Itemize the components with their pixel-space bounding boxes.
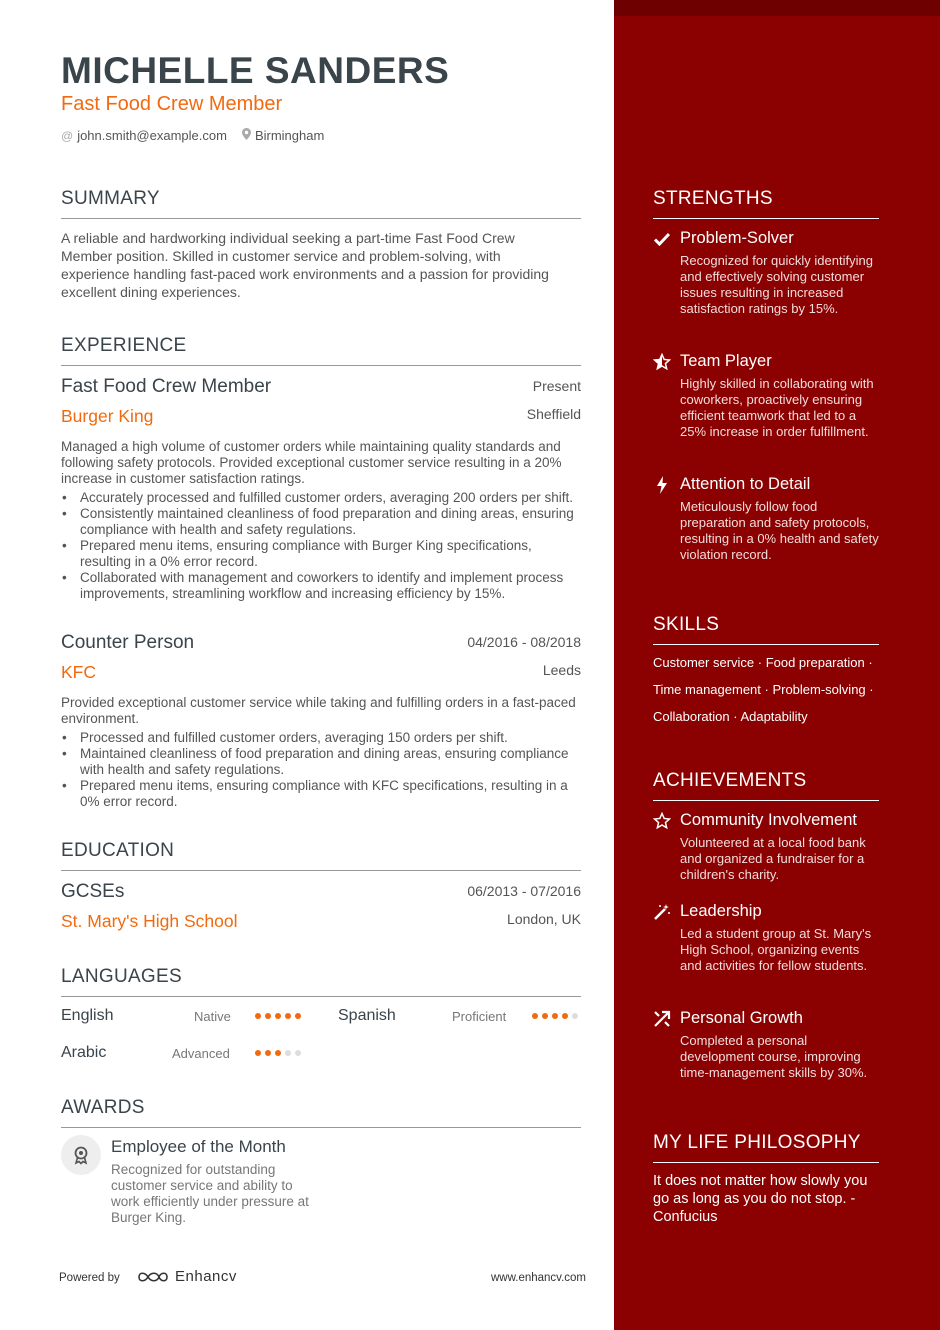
skills-line: Collaboration · Adaptability xyxy=(653,709,808,724)
strengths-heading: STRENGTHS xyxy=(653,188,879,219)
website-link[interactable]: www.enhancv.com xyxy=(490,1272,586,1284)
strength-title: Team Player xyxy=(680,352,772,370)
languages-heading: LANGUAGES xyxy=(61,966,581,997)
rating-dot-filled xyxy=(542,1013,548,1019)
powered-by-label: Powered by xyxy=(59,1272,120,1284)
job-bullet: • Prepared menu items, ensuring compliance with KFC specifications, resulting in a 0% error record. xyxy=(61,778,581,810)
job-bullet: • Collaborated with management and coworkers to identify and implement process improvements, streamlining workflow and increasing efficiency by 15%. xyxy=(61,570,581,602)
rating-dot-filled xyxy=(285,1013,291,1019)
rating-dot-filled xyxy=(255,1050,261,1056)
language-rating xyxy=(255,1013,301,1019)
achievement-item xyxy=(653,811,883,883)
achievement-description: Volunteered at a local food bank and organized a fundraiser for a children's charity. xyxy=(680,835,866,882)
rating-dot-empty xyxy=(295,1050,301,1056)
language-level: Native xyxy=(194,1008,231,1024)
magic-wand-icon xyxy=(653,903,671,921)
job-description: Managed a high volume of customer orders while maintaining quality standards and following safety protocols. Provided exceptional customer service resulting in a 20% increase in customer satisfaction ratings. xyxy=(61,439,562,486)
degree: GCSEs xyxy=(61,881,125,902)
job-bullet: • Maintained cleanliness of food preparation and dining areas, ensuring compliance with health and safety regulations. xyxy=(61,746,581,778)
map-pin-icon xyxy=(242,128,251,143)
language-level: Proficient xyxy=(452,1008,507,1024)
achievements-heading: ACHIEVEMENTS xyxy=(653,770,879,801)
language-rating xyxy=(255,1050,301,1056)
strength-item xyxy=(653,352,883,440)
education-entry xyxy=(61,881,581,932)
candidate-name: MICHELLE SANDERS xyxy=(61,50,450,91)
summary-heading: SUMMARY xyxy=(61,188,581,219)
education-date: 06/2013 - 07/2016 xyxy=(467,883,581,899)
strength-description: Highly skilled in collaborating with coworkers, proactively ensuring efficient teamwork that led to a 25% increase in order fulfillment. xyxy=(680,376,874,439)
education-heading: EDUCATION xyxy=(61,840,581,871)
achievement-item xyxy=(653,902,883,974)
language-level: Advanced xyxy=(172,1045,230,1061)
achievement-title: Leadership xyxy=(680,902,762,920)
job-date: Present xyxy=(532,378,581,394)
enhancv-logo[interactable] xyxy=(137,1268,237,1285)
award-description: Recognized for outstanding customer service and ability to work efficiently under pressure at Burger King. xyxy=(111,1162,309,1225)
rating-dot-filled xyxy=(275,1013,281,1019)
skills-list xyxy=(653,655,893,736)
strength-title: Problem-Solver xyxy=(680,229,794,247)
contact-info xyxy=(61,128,324,143)
skills-line: Customer service · Food preparation · xyxy=(653,655,873,670)
rating-dot-filled xyxy=(552,1013,558,1019)
language-english xyxy=(61,1004,306,1028)
language-arabic xyxy=(61,1041,306,1065)
job-entry-burger-king xyxy=(61,376,581,602)
language-name: English xyxy=(61,1007,114,1024)
achievement-title: Community Involvement xyxy=(680,811,857,829)
achievement-item xyxy=(653,1009,883,1081)
language-rating xyxy=(532,1013,578,1019)
job-title: Counter Person xyxy=(61,632,195,653)
location-text: Birmingham xyxy=(254,128,325,143)
job-bullet: • Accurately processed and fulfilled customer orders, averaging 200 orders per shift. xyxy=(61,490,581,506)
education-location: London, UK xyxy=(507,911,581,927)
philosophy-text: It does not matter how slowly you go as long as you do not stop. -Confucius xyxy=(653,1173,868,1225)
job-description: Provided exceptional customer service while taking and fulfilling orders in a fast-paced environment. xyxy=(61,695,576,726)
job-bullets xyxy=(61,730,581,810)
job-date: 04/2016 - 08/2018 xyxy=(467,634,581,650)
languages-row-1 xyxy=(61,1004,581,1028)
achievement-title: Personal Growth xyxy=(680,1009,803,1027)
job-location: Leeds xyxy=(542,662,581,678)
footer xyxy=(59,1269,586,1289)
strength-description: Recognized for quickly identifying and effectively solving customer issues resulting in increased satisfaction ratings by 15%. xyxy=(680,253,873,316)
at-icon: @ xyxy=(61,128,74,143)
rating-dot-empty xyxy=(572,1013,578,1019)
enhancv-logo-icon xyxy=(137,1269,169,1285)
job-bullet: • Processed and fulfilled customer orders, averaging 150 orders per shift. xyxy=(61,730,581,746)
strength-description: Meticulously follow food preparation and safety protocols, resulting in a 0% health and safety violation record. xyxy=(680,499,879,562)
language-name: Spanish xyxy=(338,1007,396,1024)
job-entry-kfc xyxy=(61,632,581,810)
rating-dot-empty xyxy=(285,1050,291,1056)
award-title: Employee of the Month xyxy=(111,1137,286,1156)
language-name: Arabic xyxy=(61,1044,107,1061)
summary-text: A reliable and hardworking individual seeking a part-time Fast Food Crew Member position. Skilled in customer service and problem-solving, with experience handling fast-paced work environments and a passion for providing excellent dining experiences. xyxy=(61,230,549,300)
job-company: KFC xyxy=(61,662,96,682)
languages-row-2 xyxy=(61,1041,581,1065)
job-bullet: • Prepared menu items, ensuring compliance with Burger King specifications, resulting in a 0% error record. xyxy=(61,538,581,570)
language-spanish xyxy=(338,1004,581,1028)
job-title: Fast Food Crew Member xyxy=(61,376,272,397)
lightning-icon xyxy=(653,476,671,494)
rating-dot-filled xyxy=(532,1013,538,1019)
skills-line: Time management · Problem-solving · xyxy=(653,682,874,697)
awards-heading: AWARDS xyxy=(61,1097,581,1128)
experience-heading: EXPERIENCE xyxy=(61,335,581,366)
rating-dot-filled xyxy=(265,1013,271,1019)
sidebar xyxy=(614,0,940,1330)
rating-dot-filled xyxy=(275,1050,281,1056)
sidebar-top-bar xyxy=(614,0,940,16)
philosophy-heading: MY LIFE PHILOSOPHY xyxy=(653,1132,879,1163)
rating-dot-filled xyxy=(562,1013,568,1019)
job-location: Sheffield xyxy=(526,406,581,422)
email-contact[interactable] xyxy=(61,128,227,143)
candidate-title: Fast Food Crew Member xyxy=(61,93,283,115)
email-text: john.smith@example.com xyxy=(77,128,227,143)
job-bullets xyxy=(61,490,581,602)
strength-item xyxy=(653,475,883,563)
rating-dot-filled xyxy=(295,1013,301,1019)
school: St. Mary's High School xyxy=(61,911,238,931)
strength-title: Attention to Detail xyxy=(680,475,811,493)
check-icon xyxy=(653,230,671,248)
growth-arrows-icon xyxy=(653,1010,671,1028)
star-half-icon xyxy=(653,353,671,371)
achievement-description: Led a student group at St. Mary's High School, organizing events and activities for fellow students. xyxy=(680,926,872,973)
strength-item xyxy=(653,229,883,317)
award-medal-icon xyxy=(61,1135,101,1175)
job-company: Burger King xyxy=(61,406,154,426)
rating-dot-filled xyxy=(255,1013,261,1019)
brand-name: Enhancv xyxy=(175,1268,237,1285)
job-bullet: • Consistently maintained cleanliness of food preparation and dining areas, ensuring compliance with health and safety regulations. xyxy=(61,506,581,538)
star-outline-icon xyxy=(653,812,671,830)
skills-heading: SKILLS xyxy=(653,614,879,645)
achievement-description: Completed a personal development course, improving time-management skills by 30%. xyxy=(680,1033,868,1080)
rating-dot-filled xyxy=(265,1050,271,1056)
location-contact xyxy=(242,128,324,143)
